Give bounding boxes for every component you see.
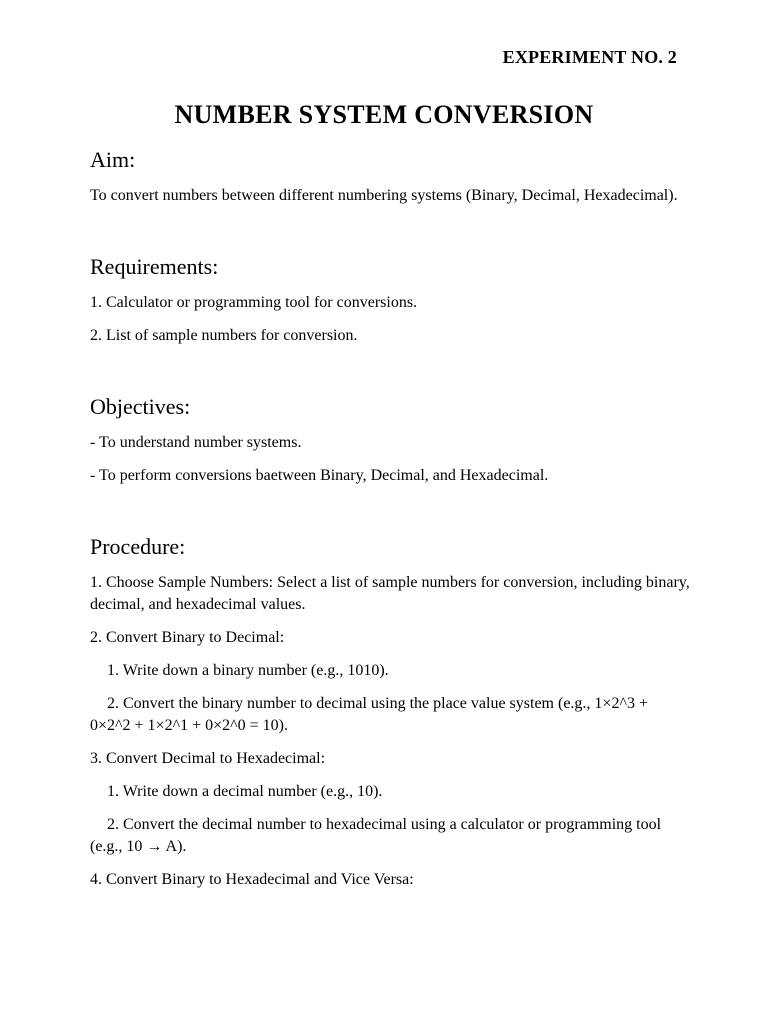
objective-item: - To understand number systems. bbox=[90, 434, 302, 451]
document-title: NUMBER SYSTEM CONVERSION bbox=[174, 100, 594, 129]
requirement-item: 2. List of sample numbers for conversion. bbox=[90, 327, 358, 344]
aim-text: To convert numbers between different numbering systems (Binary, Decimal, Hexadecimal). bbox=[90, 187, 678, 204]
procedure-step: 4. Convert Binary to Hexadecimal and Vice Versa: bbox=[90, 871, 414, 888]
procedure-step: 1. Choose Sample Numbers: Select a list of sample numbers for conversion, including binary, decimal, and hexadecimal values. bbox=[90, 574, 690, 613]
requirement-item: 1. Calculator or programming tool for conversions. bbox=[90, 294, 418, 311]
procedure-step: 3. Convert Decimal to Hexadecimal: bbox=[90, 750, 326, 767]
experiment-number: EXPERIMENT NO. 2 bbox=[502, 47, 677, 67]
requirements-heading: Requirements: bbox=[90, 254, 219, 279]
procedure-substep: 2. Convert the binary number to decimal using the place value system (e.g., 1×2^3 + 0×2^2 + 1×2^1 + 0×2^0 = 10). bbox=[90, 695, 648, 734]
objective-item: - To perform conversions baetween Binary, Decimal, and Hexadecimal. bbox=[90, 467, 549, 484]
procedure-substep: 1. Write down a binary number (e.g., 1010). bbox=[107, 662, 389, 679]
aim-heading: Aim: bbox=[90, 147, 136, 172]
document-body bbox=[90, 146, 690, 891]
objectives-heading: Objectives: bbox=[90, 394, 191, 419]
procedure-heading: Procedure: bbox=[90, 534, 186, 559]
procedure-substep: 2. Convert the decimal number to hexadecimal using a calculator or programming tool (e.g., 10 → A). bbox=[90, 816, 662, 855]
procedure-substep: 1. Write down a decimal number (e.g., 10). bbox=[107, 783, 383, 800]
procedure-step: 2. Convert Binary to Decimal: bbox=[90, 629, 285, 646]
